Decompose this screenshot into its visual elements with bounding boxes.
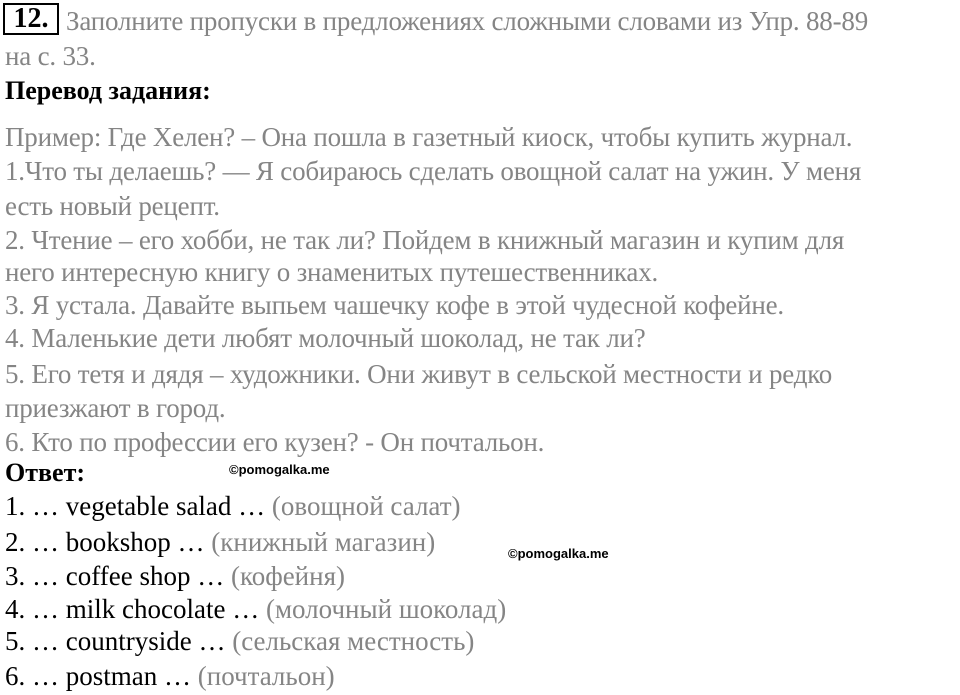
answer-english: 6. … postman … (5, 661, 191, 691)
answer-english: 2. … bookshop … (5, 527, 205, 557)
answer-russian: (кофейня) (230, 561, 345, 591)
watermark: ©pomogalka.me (229, 462, 330, 477)
answer-english: 3. … coffee shop … (5, 561, 225, 591)
answer-russian: (молочный шоколад) (265, 594, 507, 624)
answer-item (5, 529, 435, 556)
answer-item (5, 493, 461, 520)
task-text-line-2: на с. 33. (5, 41, 96, 71)
answer-english: 1. … vegetable salad … (5, 491, 266, 521)
answer-item (5, 663, 335, 690)
answer-russian: (книжный магазин) (211, 527, 436, 557)
answer-russian: (почтальон) (197, 661, 335, 691)
answer-item (5, 596, 506, 623)
translation-line: 6. Кто по профессии его кузен? - Он почтальон. (5, 427, 545, 457)
translation-line: него интересную книгу о знаменитых путешественниках. (5, 257, 659, 287)
translation-line: приезжают в город. (5, 393, 226, 423)
answer-item (5, 563, 345, 590)
task-text-line-1: Заполните пропуски в предложениях сложными словами из Упр. 88-89 (66, 6, 868, 36)
translation-line: есть новый рецепт. (5, 191, 220, 221)
task-number-box: 12. (3, 3, 59, 35)
answer-russian: (сельская местность) (232, 626, 475, 656)
answer-english: 5. … countryside … (5, 626, 226, 656)
answer-item (5, 628, 474, 655)
translation-line: Пример: Где Хелен? – Она пошла в газетный киоск, чтобы купить журнал. (5, 122, 853, 152)
answer-heading: Ответ: (5, 458, 86, 487)
translation-line: 1.Что ты делаешь? — Я собираюсь сделать овощной салат на ужин. У меня (5, 156, 862, 186)
answer-english: 4. … milk chocolate … (5, 594, 260, 624)
answer-russian: (овощной салат) (271, 491, 461, 521)
translation-line: 5. Его тетя и дядя – художники. Они живут в сельской местности и редко (5, 359, 833, 389)
translation-line: 2. Чтение – его хобби, не так ли? Пойдем в книжный магазин и купим для (5, 225, 845, 255)
translation-line: 3. Я устала. Давайте выпьем чашечку кофе в этой чудесной кофейне. (5, 290, 784, 320)
watermark: ©pomogalka.me (508, 546, 609, 561)
translation-heading: Перевод задания: (5, 76, 211, 105)
translation-line: 4. Маленькие дети любят молочный шоколад, не так ли? (5, 323, 646, 353)
